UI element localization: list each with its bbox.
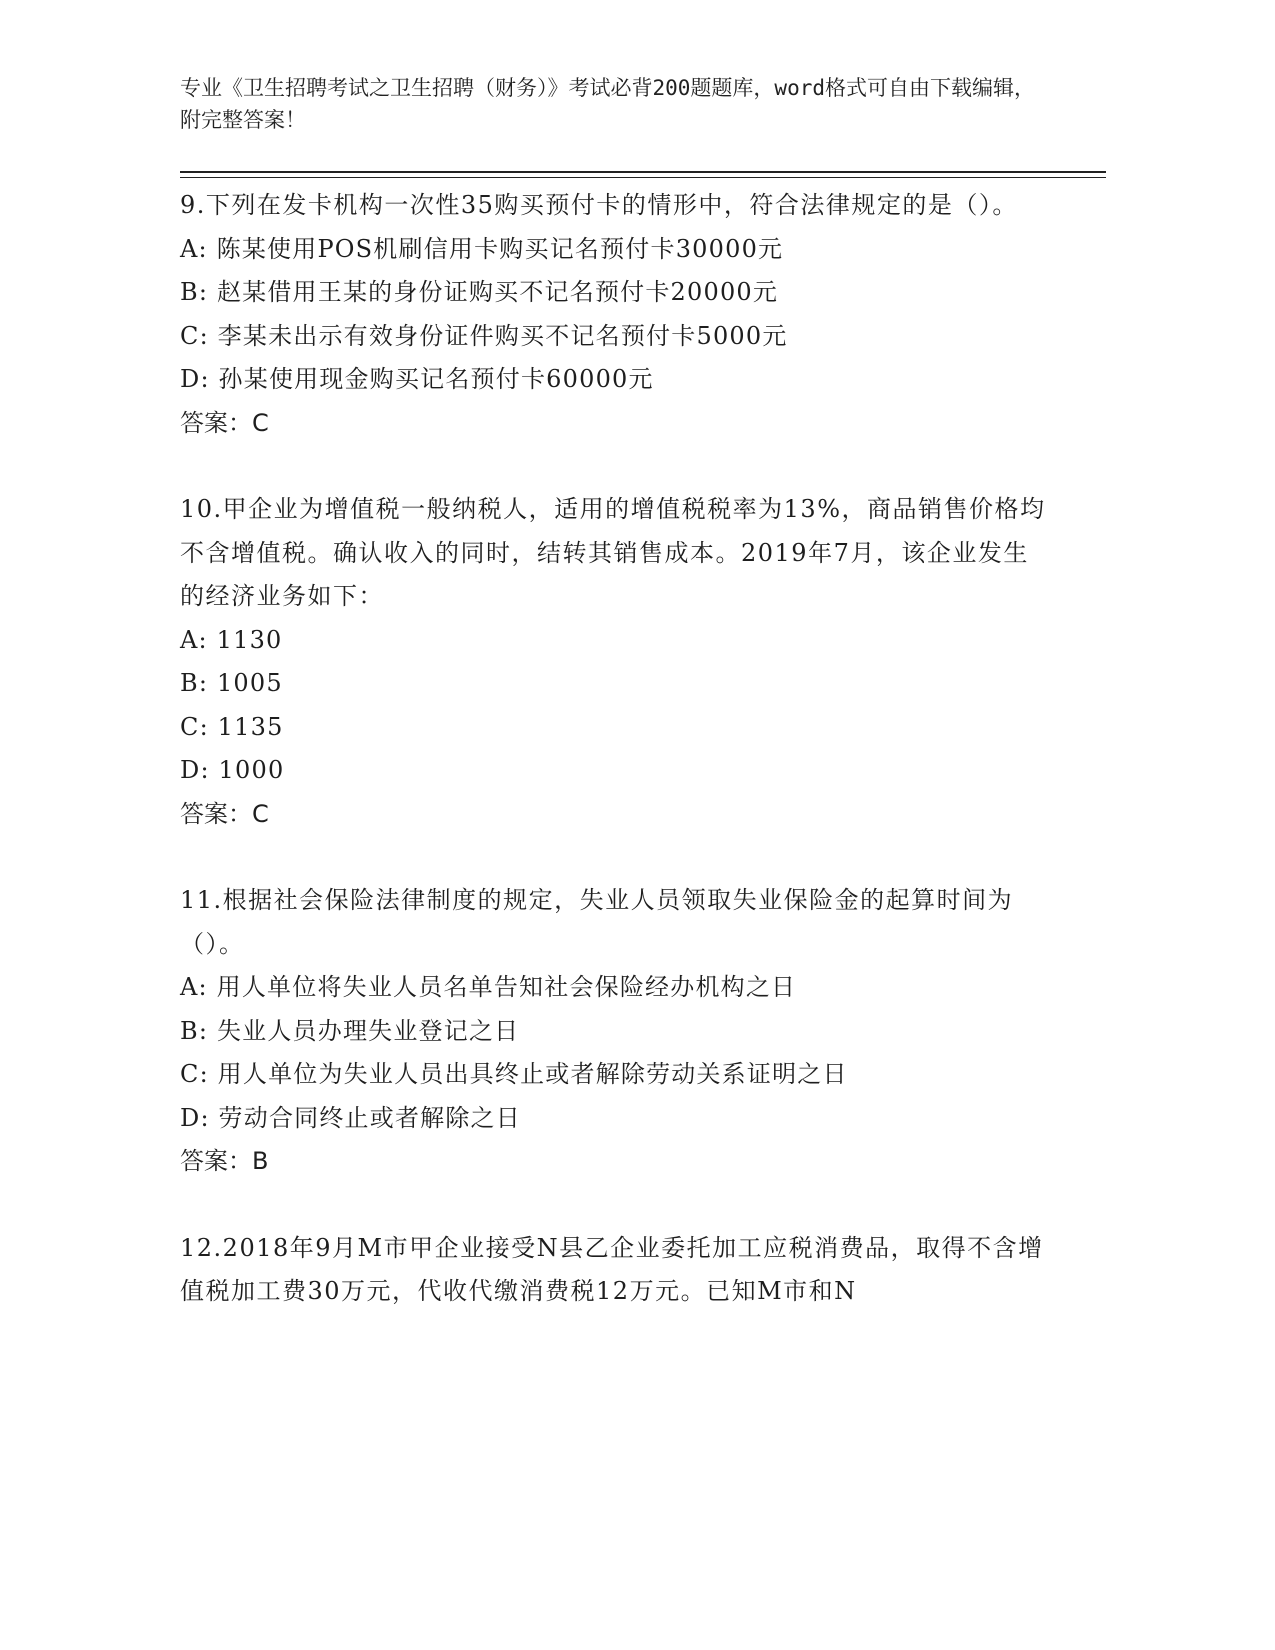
option-a: A: 1130 <box>180 625 283 654</box>
question-11 <box>180 879 1050 1184</box>
header-divider-thick <box>180 171 1106 173</box>
spacer <box>180 1184 1050 1227</box>
answer: 答案：C <box>180 408 269 437</box>
option-a: A: 用人单位将失业人员名单告知社会保险经办机构之日 <box>180 973 797 1001</box>
document-header: 专业《卫生招聘考试之卫生招聘（财务）》考试必背200题题库，word格式可自由下载编辑，附完整答案！ <box>180 76 1035 132</box>
answer: 答案：B <box>180 1147 269 1175</box>
option-c: C: 李某未出示有效身份证件购买不记名预付卡5000元 <box>180 321 788 350</box>
question-text: 10.甲企业为增值税一般纳税人，适用的增值税税率为13%，商品销售价格均不含增值税。确认收入的同时，结转其销售成本。2019年7月，该企业发生的经济业务如下： <box>180 495 1046 610</box>
option-c: C: 1135 <box>180 712 284 741</box>
option-b: B: 赵某借用王某的身份证购买不记名预付卡20000元 <box>180 278 779 306</box>
question-10 <box>180 488 1050 836</box>
answer: 答案：C <box>180 799 269 828</box>
option-a: A: 陈某使用POS机刷信用卡购买记名预付卡30000元 <box>180 234 784 263</box>
question-12 <box>180 1227 1050 1314</box>
question-text: 12.2018年9月M市甲企业接受N县乙企业委托加工应税消费品，取得不含增值税加工费30万元，代收代缴消费税12万元。已知M市和N <box>180 1233 1044 1305</box>
option-b: B: 1005 <box>180 669 283 697</box>
option-d: D: 孙某使用现金购买记名预付卡60000元 <box>180 365 654 393</box>
option-b: B: 失业人员办理失业登记之日 <box>180 1016 520 1045</box>
question-text: 11.根据社会保险法律制度的规定，失业人员领取失业保险金的起算时间为（）。 <box>180 886 1014 958</box>
option-c: C: 用人单位为失业人员出具终止或者解除劳动关系证明之日 <box>180 1060 848 1088</box>
option-d: D: 1000 <box>180 756 285 784</box>
header-divider-thin <box>180 177 1106 178</box>
question-9 <box>180 184 1050 445</box>
spacer <box>180 445 1050 488</box>
question-text: 9.下列在发卡机构一次性35购买预付卡的情形中，符合法律规定的是（）。 <box>180 191 1018 219</box>
option-d: D: 劳动合同终止或者解除之日 <box>180 1103 521 1132</box>
spacer <box>180 836 1050 879</box>
question-list <box>180 184 1050 1314</box>
